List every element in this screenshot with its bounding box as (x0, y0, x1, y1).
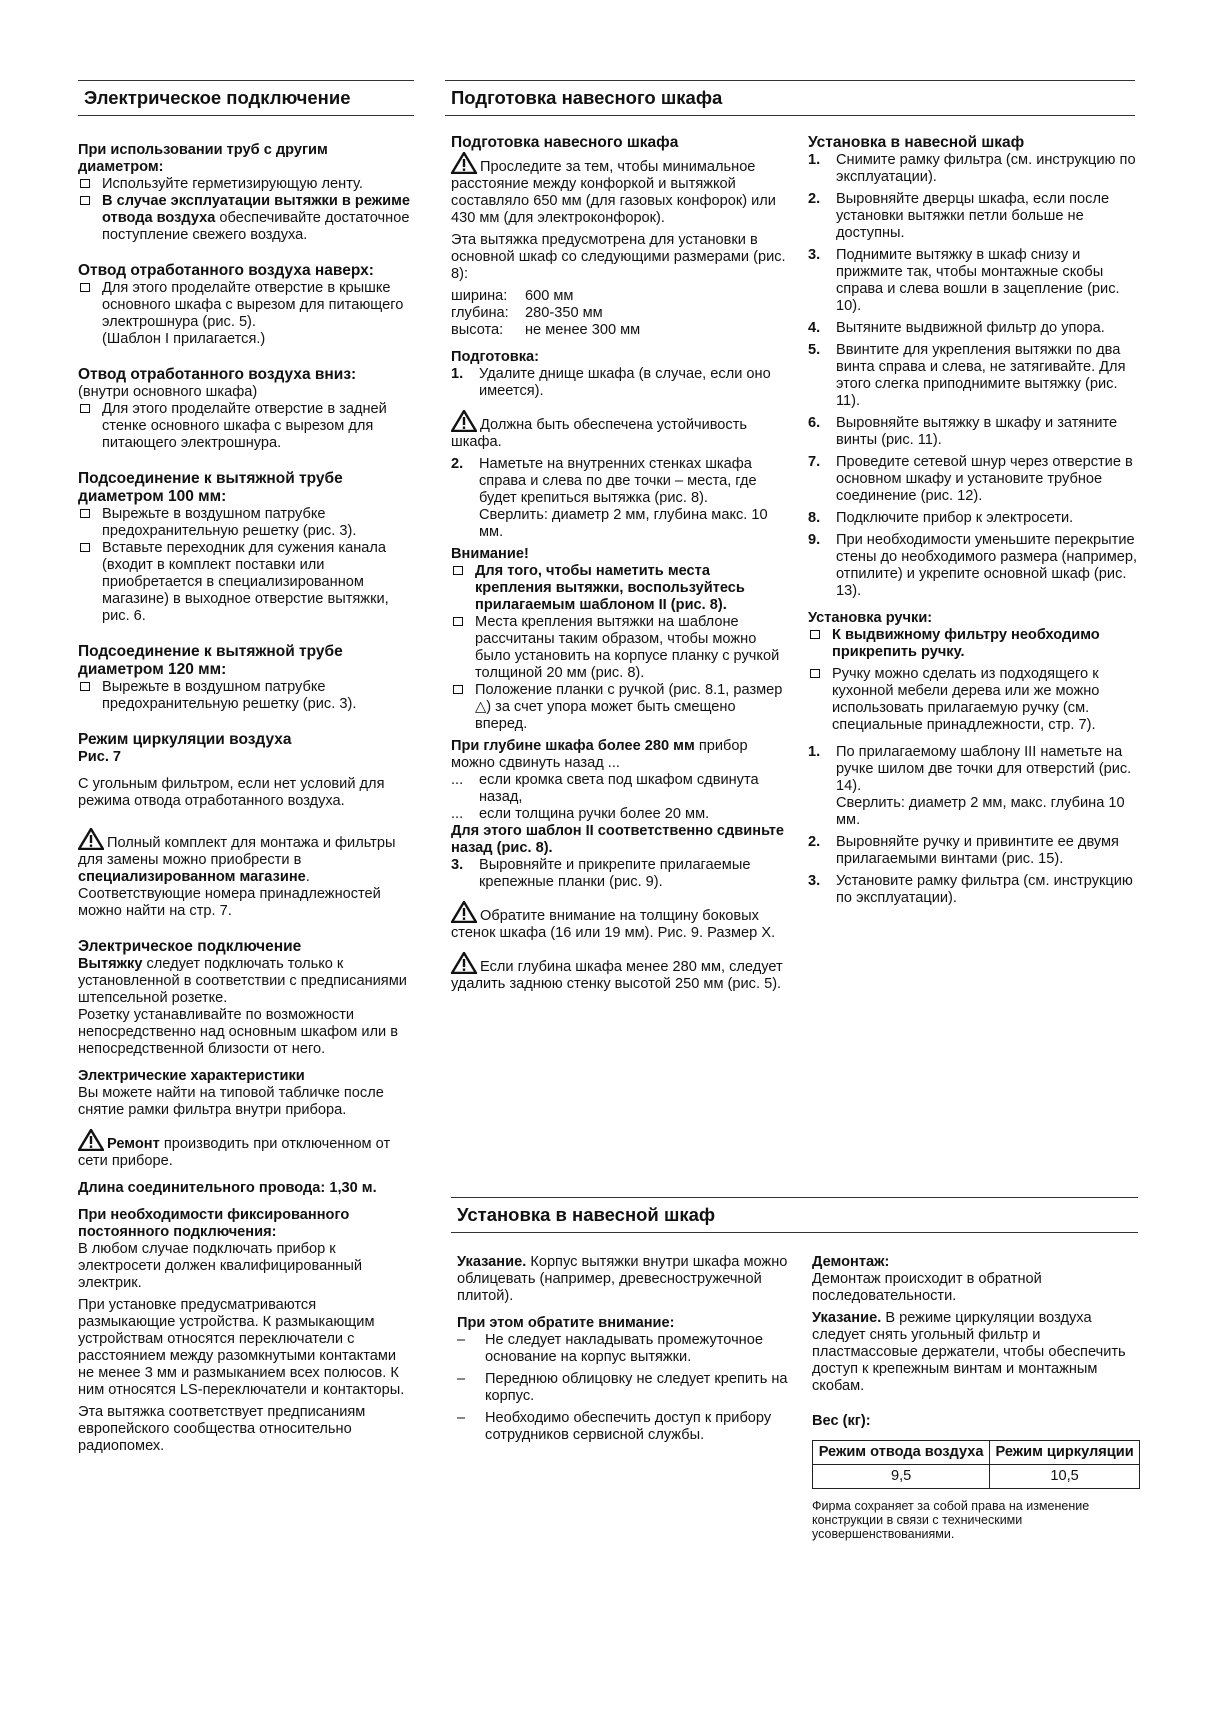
step-item: 1. Снимите рамку фильтра (см. инструкцию по эксплуатации). (808, 152, 1136, 185)
template-shift: Для этого шаблон II соответственно сдвиньте назад (рис. 8). (451, 823, 785, 856)
step-item: 3. Установите рамку фильтра (см. инструкцию по эксплуатации). (808, 873, 1133, 906)
checkbox-bullet-icon (80, 682, 90, 691)
step-item: 3. Выровняйте и прикрепите прилагаемые крепежные планки (рис. 9). (451, 857, 751, 890)
middle-column: Подготовка навесного шкафа Проследите за тем, чтобы минимальное расстояние между конфоркой и вытяжкой составляло 650 мм (для газовых конфорок) или 430 мм (для электроконфорок). Эта вытяжка предусмотрена для установки в основной шкаф со следующими размерами (рис. 8): ширина: 600 мм глубина: 280-350 мм высота: не менее 300 мм Подготовка: 1. Удалите днище шкафа (в случае, если оно имеется). Должна быть обеспечена устойчивость шкафа. 2. Наметьте на внутренних стенках шкафа справа и слева по две точки – места, где будет крепиться вытяжка (рис. 8). Сверлить: диаметр 2 мм, глубина макс. 10 мм. Внимание! Для того, чтобы наметить места крепления вытяжки, воспользуйтесь прилагаемым шаблоном II (рис. 8). Места крепления вытяжки на шаблоне рассчитаны таким образом, чтобы можно было установить на корпусе планку с ручкой толщиной 20 мм (рис. 8). Положение планки с ручкой (рис. 8.1, размер △) за счет упора может быть смещено вперед. При глубине шкафа более 280 мм прибор можно сдвинуть назад ... ... если кромка света под шкафом сдвинута назад, ... если толщина ручки более 20 мм. Для этого шаблон II соответственно сдвиньте назад (рис. 8). 3. Выровняйте и прикрепите прилагаемые крепежные планки (рис. 9). Обратите внимание на толщину боковых стенок шкафа (16 или 19 мм). Рис. 9. Размер X. Если глубина шкафа менее 280 мм, следует удалить заднюю стенку высотой 250 мм (рис. 5). (451, 134, 786, 992)
table-cell: 9,5 (813, 1465, 990, 1489)
characteristics-heading: Электрические характеристики (78, 1068, 305, 1084)
checkbox-bullet-icon (453, 566, 463, 575)
checkbox-bullet-icon (80, 179, 90, 188)
checkbox-bullet-icon (80, 404, 90, 413)
list-item: – Необходимо обеспечить доступ к прибору сотрудников сервисной службы. (457, 1410, 772, 1443)
checkbox-bullet-icon (453, 617, 463, 626)
list-item: Ручку можно сделать из подходящего к кухонной мебели дерева или же можно использовать прилагаемую ручку (см. специальные принадлежности, стр. 7). (808, 666, 1138, 734)
table-cell: 10,5 (990, 1465, 1140, 1489)
table-header: Режим отвода воздуха (813, 1441, 990, 1465)
fixed-connection-heading: При необходимости фиксированного постоянного подключения: (78, 1207, 350, 1240)
step-item: 2. Выровняйте дверцы шкафа, если после установки вытяжки петли больше не доступны. (808, 191, 1110, 241)
pipe100-heading: Подсоединение к вытяжной трубе диаметром 100 мм: (78, 470, 343, 505)
handle-heading: Установка ручки: (808, 610, 933, 626)
section-title-install-bottom: Установка в навесной шкаф (451, 1197, 1138, 1233)
list-item: В случае эксплуатации вытяжки в режиме отвода воздуха обеспечивайте достаточное поступление свежего воздуха. (78, 193, 414, 244)
electrical-heading: Электрическое подключение (78, 938, 302, 955)
checkbox-bullet-icon (810, 630, 820, 639)
weight-heading: Вес (кг): (812, 1413, 871, 1429)
dismantle-heading: Демонтаж: (812, 1254, 890, 1270)
step-item: 7. Проведите сетевой шнур через отверстие в основном шкафу и установите трубное соединение (рис. 12). (808, 454, 1133, 504)
checkbox-bullet-icon (80, 543, 90, 552)
step-item: 2. Наметьте на внутренних стенках шкафа справа и слева по две точки – места, где будет крепиться вытяжка (рис. 8). Сверлить: диаметр 2 мм, глубина макс. 10 мм. (451, 456, 768, 540)
list-item: – Не следует накладывать промежуточное основание на корпус вытяжки. (457, 1332, 763, 1365)
list-item: Для этого проделайте отверстие в задней стенке основного шкафа с вырезом для питающего электрошнура. (78, 401, 414, 452)
mid-title-wrap (445, 80, 1135, 116)
table-header: Режим циркуляции (990, 1441, 1140, 1465)
disclaimer: Фирма сохраняет за собой права на изменение конструкции в связи с техническими усовершенствованиями. (812, 1499, 1090, 1541)
install-heading: Установка в навесной шкаф (808, 134, 1025, 151)
exhaust-down-heading: Отвод отработанного воздуха вниз: (78, 366, 357, 383)
step-item: 4. Вытяните выдвижной фильтр до упора. (808, 320, 1105, 336)
list-item: Места крепления вытяжки на шаблоне рассчитаны таким образом, чтобы можно было установить на корпусе планку с ручкой толщиной 20 мм (рис. 8). (451, 614, 787, 682)
preparation-heading: Подготовка навесного шкафа (451, 134, 679, 151)
bottom-title-wrap (451, 1197, 1138, 1233)
step-item: 5. Ввинтите для укрепления вытяжки по два винта справа и слева, не затягивайте. Для этого слегка приподнимите вытяжку (рис. 11). (808, 342, 1126, 409)
checkbox-bullet-icon (80, 283, 90, 292)
list-item: ... если толщина ручки более 20 мм. (451, 806, 710, 822)
step-item: 1. Удалите днище шкафа (в случае, если оно имеется). (451, 366, 771, 399)
list-item: Положение планки с ручкой (рис. 8.1, размер △) за счет упора может быть смещено вперед. (451, 682, 787, 733)
attention-heading: Внимание! (451, 546, 529, 562)
prep-heading: Подготовка: (451, 349, 540, 365)
list-item: К выдвижному фильтру необходимо прикрепить ручку. (808, 627, 1138, 661)
checkbox-bullet-icon (453, 685, 463, 694)
left-column: Электрическое подключение При использовании труб с другим диаметром: Используйте герметизирующую ленту. В случае эксплуатации вытяжки в режиме отвода воздуха обеспечивайте достаточное поступление свежего воздуха. Отвод отработанного воздуха наверх: Для этого проделайте отверстие в крышке основного шкафа с вырезом для питающего электрошнура (рис. 5). (Шаблон I прилагается.) Отвод отработанного воздуха вниз: (внутри основного шкафа) Для этого проделайте отверстие в задней стенке основного шкафа с вырезом для питающего электрошнура. Подсоединение к вытяжной трубе диаметром 100 мм: Вырежьте в воздушном патрубке предохранительную решетку (рис. 3). Вставьте переходник для сужения канала (входит в комплект поставки или приобретается в специализированном магазине) в выходное отверстие вытяжки, рис. 6. Подсоединение к вытяжной трубе диаметром 120 мм: Вырежьте в воздушном патрубке предохранительную решетку (рис. 3). Режим циркуляции воздуха Рис. 7 С угольным фильтром, если нет условий для режима отвода отработанного воздуха. Полный комплект для монтажа и фильтры для замены можно приобрести в специализированном магазине. Соответствующие номера принадлежностей можно найти на стр. 7. Электрическое подключение Вытяжку следует подключать только к установленной в соответствии с предписаниями штепсельной розетке. Розетку устанавливайте по возможности непосредственно над основным шкафом или в непосредственной близости от него. Электрические характеристики Вы можете найти на типовой табличке после снятие рамки фильтра внутри прибора. Ремонт производить при отключенном от сети приборе. Длина соединительного провода: 1,30 м. При необходимости фиксированного постоянного подключения: В любом случае подключать прибор к электросети должен квалифицированный электрик. При установке предусматриваются размыкающие устройства. К размыкающим устройствам относятся переключатели с расстоянием между разомкнутыми контактами не менее 3 мм и размыканием всех полюсов. К ним относятся LS-переключатели и контакторы. Эта вытяжка соответствует предписаниям европейского сообщества относительно радиопомех. (78, 80, 414, 1455)
step-item: 3. Поднимите вытяжку в шкаф снизу и прижмите так, чтобы монтажные скобы справа и слева вошли в зацепление (рис. 10). (808, 247, 1120, 314)
right-column (808, 134, 1138, 907)
weight-table (812, 1440, 1140, 1489)
cable-length: Длина соединительного провода: 1,30 м. (78, 1180, 377, 1196)
bottom-left-column: Указание. Корпус вытяжки внутри шкафа можно облицевать (например, древесностружечной плитой). При этом обратите внимание: – Не следует накладывать промежуточное основание на корпус вытяжки. – Переднюю облицовку не следует крепить на корпус. – Необходимо обеспечить доступ к прибору сотрудников сервисной службы. (457, 1254, 793, 1444)
list-item: Вырежьте в воздушном патрубке предохранительную решетку (рис. 3). (78, 679, 414, 713)
warning-icon (78, 828, 104, 850)
step-item: 9. При необходимости уменьшите перекрытие стены до необходимого размера (например, отпилите) и укрепите основной шкаф (рис. 13). (808, 532, 1138, 599)
attention-heading: При этом обратите внимание: (457, 1315, 675, 1331)
checkbox-bullet-icon (80, 196, 90, 205)
step-item: 6. Выровняйте вытяжку в шкафу и затяните винты (рис. 11). (808, 415, 1118, 448)
circulation-heading: Режим циркуляции воздуха (78, 731, 292, 748)
section-title-electrical: Электрическое подключение (78, 80, 414, 116)
list-item: – Переднюю облицовку не следует крепить на корпус. (457, 1371, 788, 1404)
checkbox-bullet-icon (80, 509, 90, 518)
warning-icon (451, 952, 477, 974)
pipe120-heading: Подсоединение к вытяжной трубе диаметром 120 мм: (78, 643, 343, 678)
list-item: Для этого проделайте отверстие в крышке основного шкафа с вырезом для питающего электрошнура (рис. 5). (Шаблон I прилагается.) (78, 280, 414, 348)
step-item: 2. Выровняйте ручку и привинтите ее двумя прилагаемыми винтами (рис. 15). (808, 834, 1119, 867)
list-item: Вставьте переходник для сужения канала (входит в комплект поставки или приобретается в специализированном магазине) в выходное отверстие вытяжки, рис. 6. (78, 540, 414, 625)
warning-icon (78, 1129, 104, 1151)
step-item: 1. По прилагаемому шаблону III наметьте на ручке шилом две точки для отверстий (рис. 14). Сверлить: диаметр 2 мм, макс. глубина 10 мм. (808, 744, 1132, 828)
checkbox-bullet-icon (810, 669, 820, 678)
step-item: 8. Подключите прибор к электросети. (808, 510, 1074, 526)
list-item: ... если кромка света под шкафом сдвинута назад, (451, 772, 759, 805)
warning-icon (451, 410, 477, 432)
bottom-right-column: Демонтаж: Демонтаж происходит в обратной последовательности. Указание. В режиме циркуляции воздуха следует снять угольный фильтр и пластмассовые держатели, чтобы обеспечить доступ к крепежным винтам и монтажным скобам. Вес (кг): Режим отвода воздуха Режим циркуляции 9,5 10,5 Фирма сохраняет за собой права на изменение конструкции в связи с техническими усовершенствованиями. (812, 1254, 1142, 1541)
exhaust-up-heading: Отвод отработанного воздуха наверх: (78, 262, 374, 279)
section-title-preparation: Подготовка навесного шкафа (445, 80, 1135, 116)
dimensions-list: ширина: 600 мм глубина: 280-350 мм высота: не менее 300 мм (451, 288, 641, 338)
list-item: Для того, чтобы наметить места крепления вытяжки, воспользуйтесь прилагаемым шаблоном II (рис. 8). (451, 563, 787, 614)
list-item: Используйте герметизирующую ленту. (78, 176, 414, 193)
pipes-heading: При использовании труб с другим диаметром: (78, 142, 328, 175)
warning-icon (451, 901, 477, 923)
warning-icon (451, 152, 477, 174)
list-item: Вырежьте в воздушном патрубке предохранительную решетку (рис. 3). (78, 506, 414, 540)
